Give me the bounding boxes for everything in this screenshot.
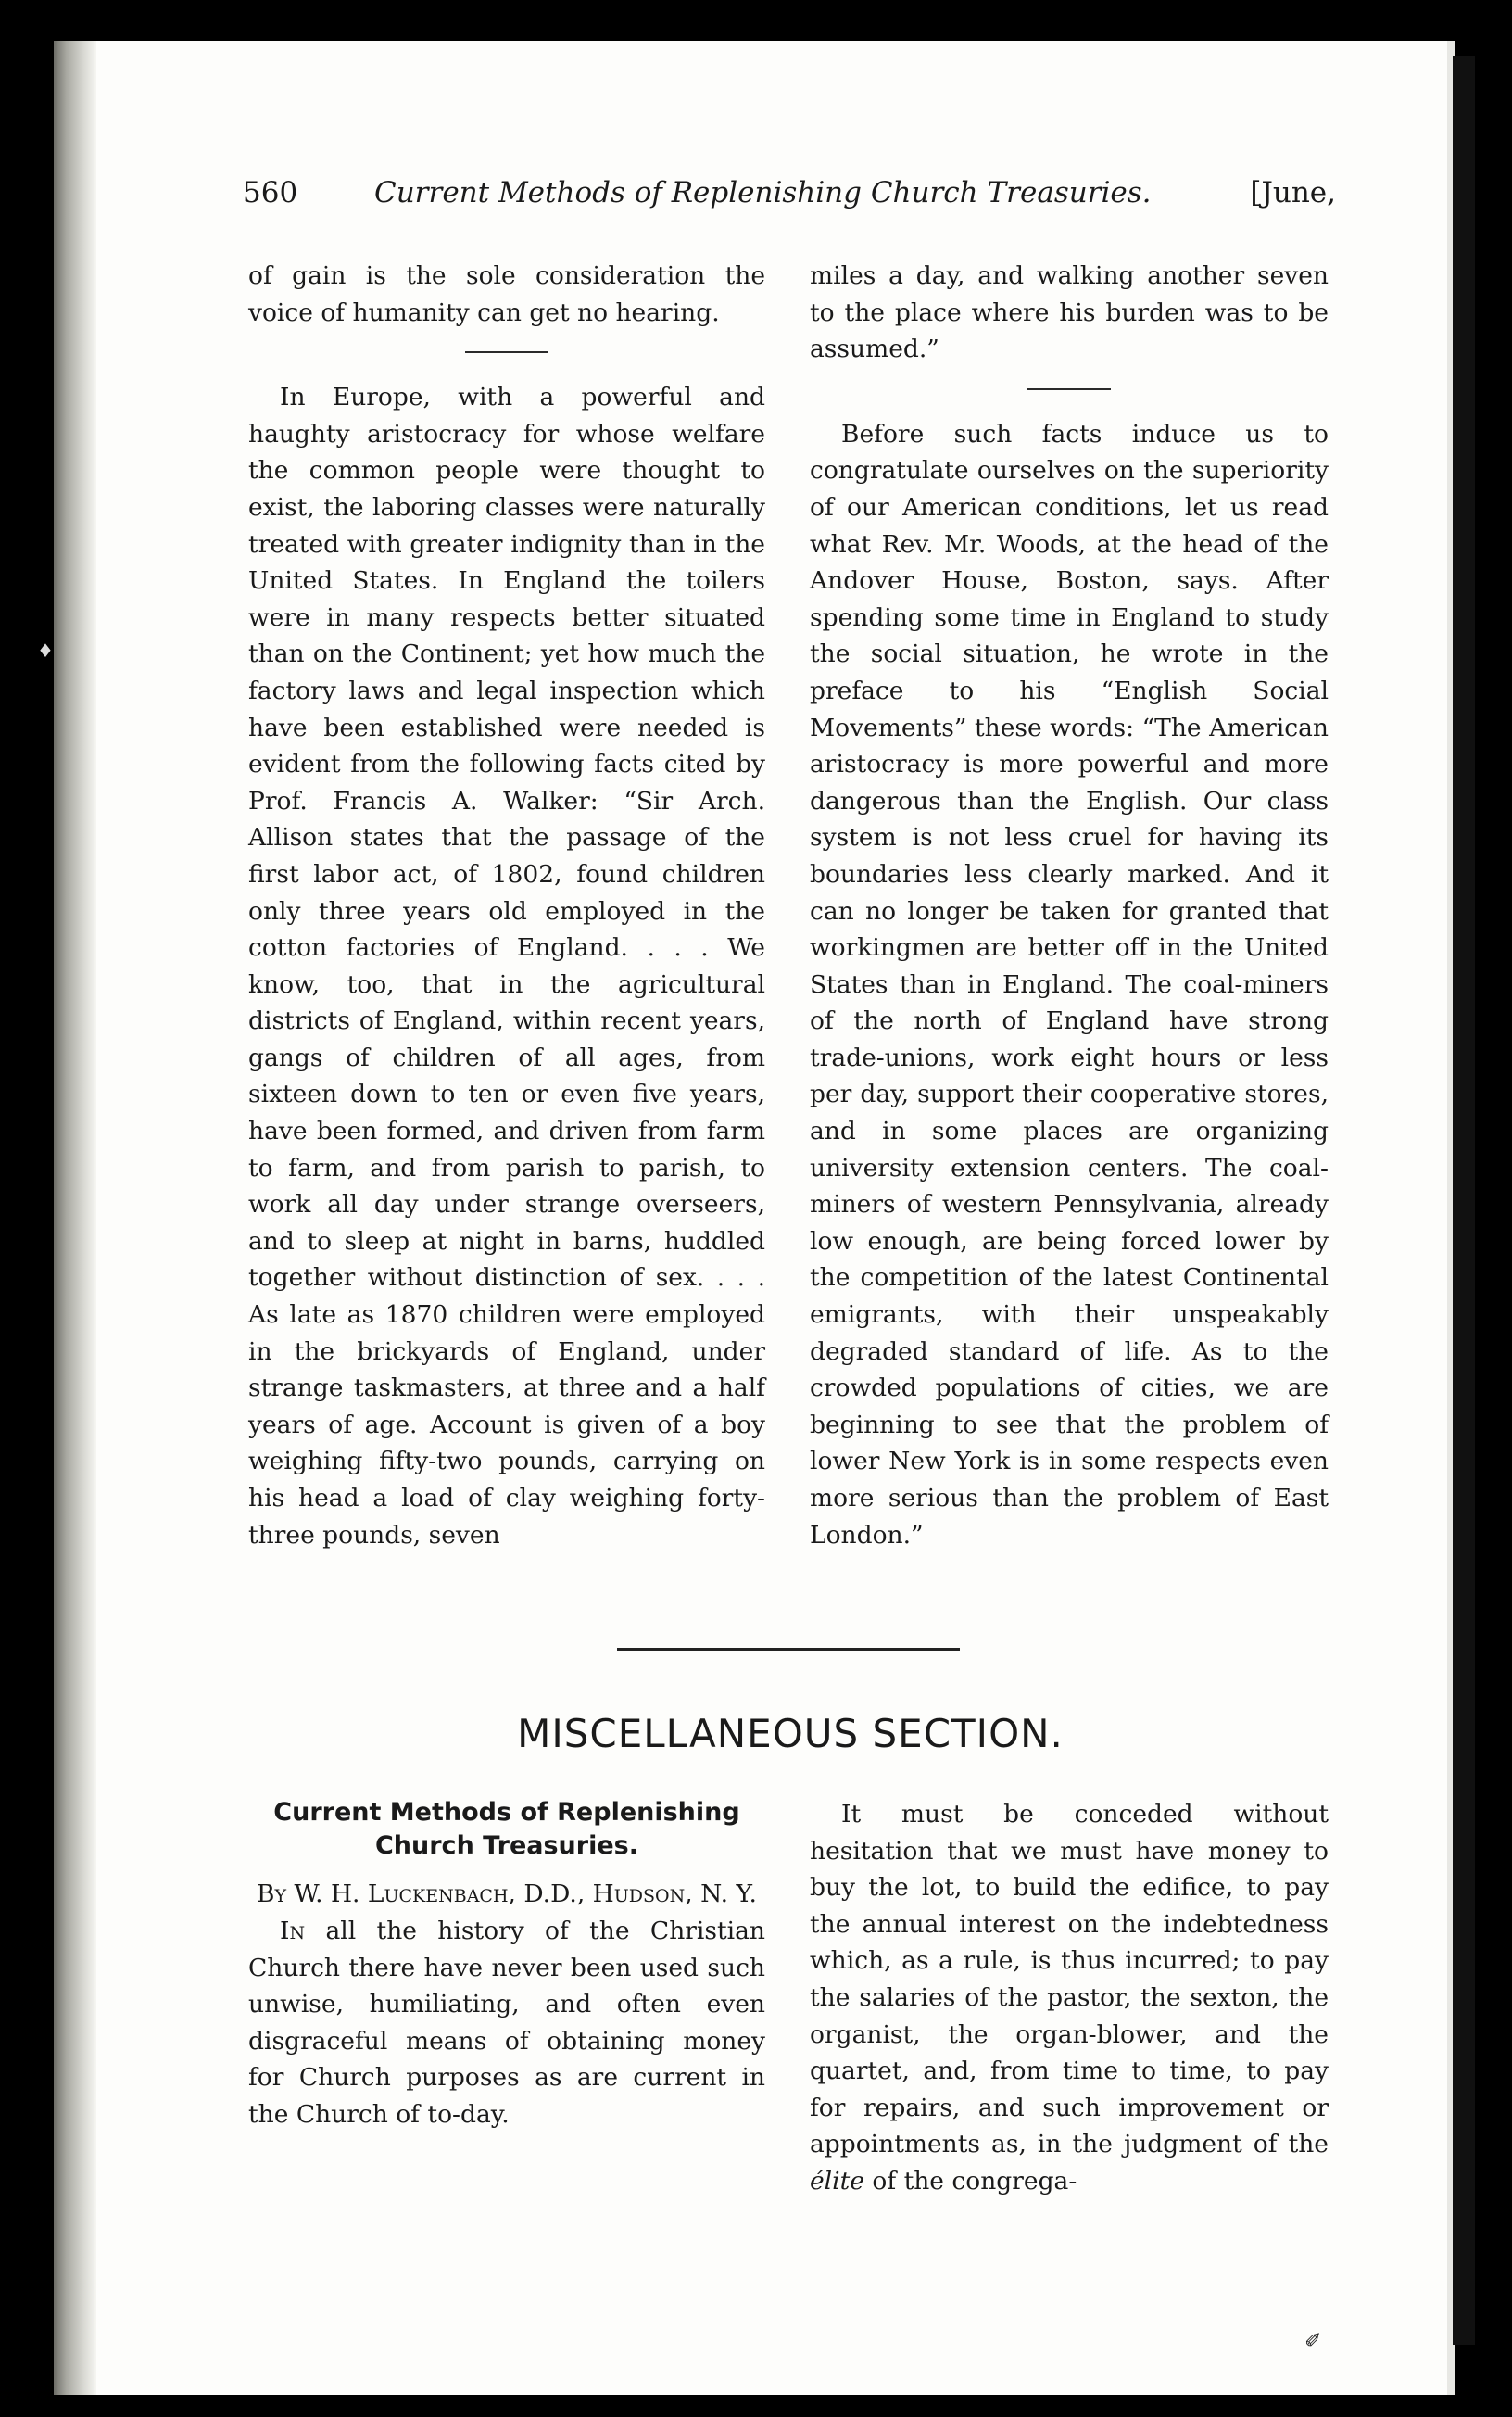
column-right-bottom [810,1796,1329,2200]
drop-initial: In [280,1917,306,1945]
paragraph: Before such facts induce us to congratulate ourselves on the superiority of our American conditions, let us read what Rev. Mr. Woods, at the head of the Andover House, Boston, says. After spending some time in England to study the social situation, he wrote in the preface to his “English Social Movements” these words: “The American aristocracy is more powerful and more dangerous than the English. Our class system is not less cruel for having its boundaries less clearly marked. And it can no longer be taken for granted that workingmen are better off in the United States than in England. The coal-miners of the north of England have strong trade-unions, work eight hours or less per day, support their cooperative stores, and in some places are organizing university extension centers. The coal-miners of western Pennsylvania, already low enough, are being forced lower by the competition of the latest Continental emigrants, with their unspeakably degraded standard of life. As to the crowded populations of cities, we are beginning to see that the problem of lower New York is in some respects even more serious than the problem of East London.” [810,419,1329,1550]
section-divider [617,1648,960,1651]
section-title: MISCELLANEOUS SECTION. [517,1711,1064,1756]
paragraph-text: all the history of the Christian Church there have never been used such unwise, humiliating, and often even disgraceful means of obtaining money for Church purposes as are current in the Church of to-day. [248,1917,765,2129]
article-title [248,1796,765,1863]
page-number: 560 [243,176,298,209]
column-left-top [248,258,765,1553]
paragraph [248,1913,765,2133]
paragraph: In Europe, with a powerful and haughty aristocracy for whose welfare the common people were thought to exist, the laboring classes were naturally treated with greater indignity than in the United States. In England the toilers were in many respects better situated than on the Continent; yet how much the factory laws and legal inspection which have been established were needed is evident from the following facts cited by Prof. Francis A. Walker: “Sir Arch. Allison states that the passage of the first labor act, of 1802, found children only three years old employed in the cotton factories of England. . . . We know, too, that in the agricultural districts of England, within recent years, gangs of children of all ages, from sixteen down to ten or even five years, have been formed, and driven from farm to farm, and from parish to parish, to work all day under strange overseers, and to sleep at night in barns, huddled together without distinction of sex. . . . As late as 1870 children were employed in the brickyards of England, under strange taskmasters, at three and a half years of age. Account is given of a boy weighing fifty-two pounds, carrying on his head a load of clay weighing forty-three pounds, seven [248,383,765,1550]
article-title-line: Church Treasuries. [374,1831,638,1860]
paragraph: of gain is the sole consideration the voice of humanity can get no hearing. [248,261,765,327]
article-byline [248,1876,765,1913]
paragraph [810,1796,1329,2200]
adjacent-page-edge [1453,56,1475,2345]
separator-rule [1027,388,1111,390]
paragraph-text: of the congrega- [872,2166,1077,2196]
article-title-line: Current Methods of Replenishing [273,1798,740,1827]
column-right-top [810,258,1329,1553]
byline-name: W. H. Luckenbach, D.D., Hudson, N. Y. [294,1879,757,1908]
running-title: Current Methods of Replenishing Church Treasuries. [374,176,1152,209]
byline-by: By [257,1879,287,1908]
separator-rule [465,351,548,353]
column-left-bottom [248,1796,765,2133]
running-month: [June, [1250,176,1336,209]
margin-mark-bottom: ✐ [1304,2330,1322,2353]
running-header [243,176,1336,222]
margin-mark-left: ♦ [37,639,54,662]
page-gutter-shadow [54,41,96,2395]
paragraph-text: It must be conceded without hesitation that we must have money to buy the lot, to build the edifice, to pay the annual interest on the indebtedness which, as a rule, is thus incurred; to pay the salaries of the pastor, the sexton, the organist, the organ-blower, and the quartet, and, from time to time, to pay for repairs, and such improvement or appointments as, in the judgment of the [810,1800,1329,2159]
paragraph: miles a day, and walking another seven to the place where his burden was to be assumed.” [810,261,1329,364]
italic-word: élite [810,2166,864,2196]
